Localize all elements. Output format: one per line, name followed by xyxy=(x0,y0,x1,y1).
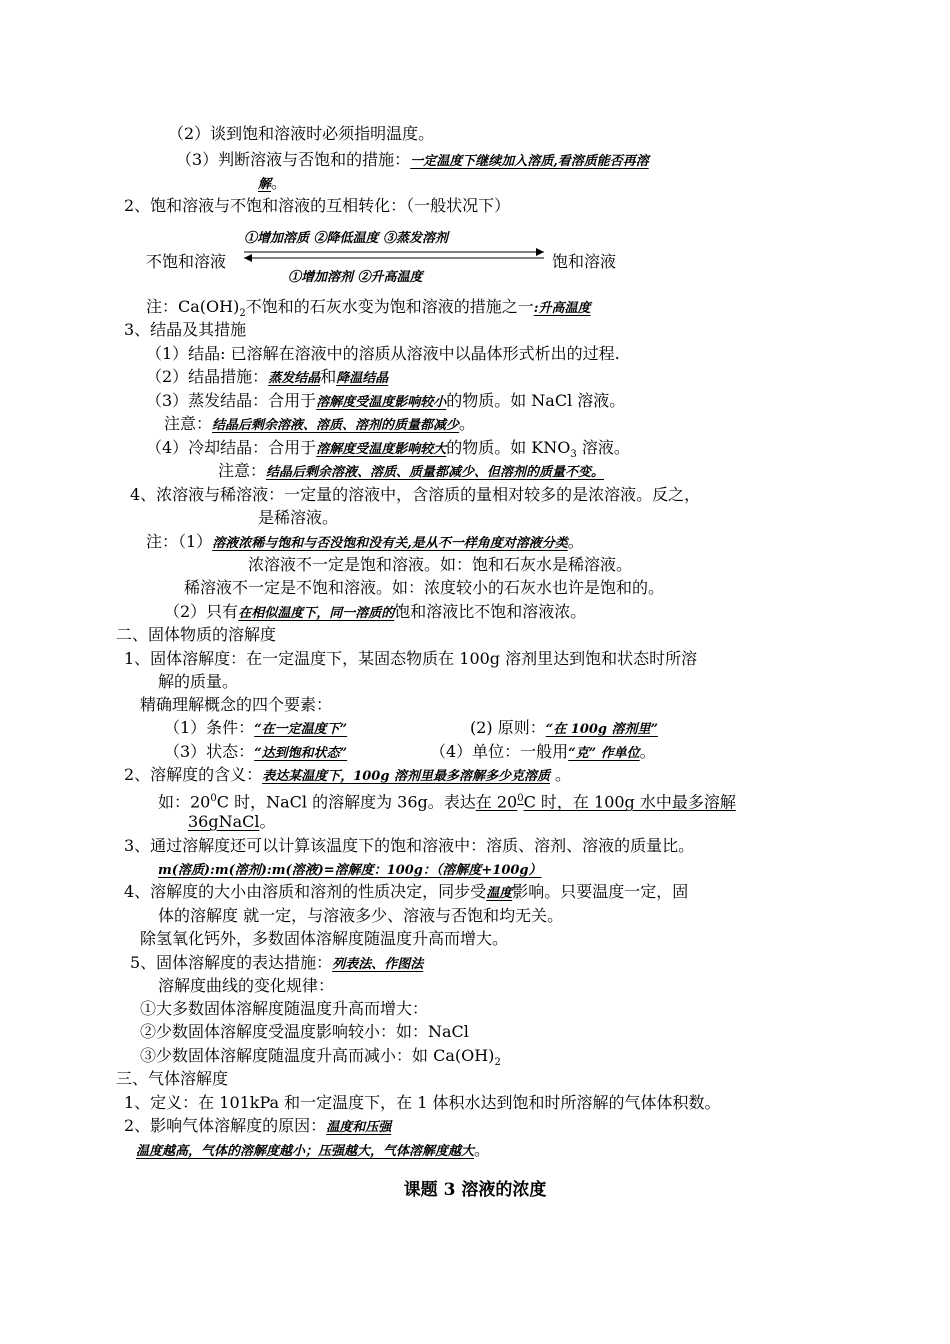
section-2-heading: 二、固体物质的溶解度 xyxy=(116,625,277,644)
line-21: 精确理解概念的四个要素： xyxy=(140,695,333,714)
line-3: 2、饱和溶液与不饱和溶液的互相转化：（一般状况下） xyxy=(124,196,511,215)
line-25: 如：$20^0C$ 时，NaCl 的溶解度为 36g。表达在 $20^0C$ 时，在 100g 水中最多溶解 xyxy=(158,792,736,812)
line-16: 稀溶液不一定是不饱和溶液。如：浓度较小的石灰水也许是饱和的。 xyxy=(184,578,665,597)
line-13: 是稀溶液。 xyxy=(258,508,339,527)
line-22: （1）条件：“在一定温度下” xyxy=(164,718,348,737)
conversion-right-label: 饱和溶液 xyxy=(552,252,617,271)
line-35: ②少数固体溶解度受温度影响较小：如：NaCl xyxy=(140,1022,469,1041)
line-6: （1）结晶: 已溶解在溶液中的溶质从溶液中以晶体形式析出的过程. xyxy=(146,344,620,363)
answer-underline: 一定温度下继续加入溶质,看溶质能否再溶 xyxy=(410,154,649,169)
line-30: 体的溶解度 就一定，与溶液多少、溶液与否饱和均无关。 xyxy=(158,906,564,925)
line-27: 3、通过溶解度还可以计算该温度下的饱和溶液中：溶质、溶剂、溶液的质量比。 xyxy=(124,836,695,855)
line-33: 溶解度曲线的变化规律： xyxy=(158,976,335,995)
line-10: （4）冷却结晶：合用于溶解度受温度影响较大的物质。如 $KNO_3$ 溶液。 xyxy=(146,438,630,461)
line-39: 2、影响气体溶解度的原因：温度和压强 xyxy=(124,1116,392,1135)
conversion-left-label: 不饱和溶液 xyxy=(146,252,227,271)
line-12: 4、浓溶液与稀溶液：一定量的溶液中，含溶质的量相对较多的是浓溶液。反之， xyxy=(130,485,701,504)
line-20: 解的质量。 xyxy=(158,672,239,691)
line-23: （3）状态：“达到饱和状态” xyxy=(164,742,348,761)
line-8: （3）蒸发结晶：合用于溶解度受温度影响较小的物质。如 NaCl 溶液。 xyxy=(146,391,626,410)
line-26: 36gNaCl。 xyxy=(188,812,276,831)
line-24: 2、溶解度的含义：表达某温度下，100g 溶剂里最多溶解多少克溶质 。 xyxy=(124,765,572,784)
line-31: 除氢氧化钙外，多数固体溶解度随温度升高而增大。 xyxy=(140,929,509,948)
section-3-heading: 三、气体溶解度 xyxy=(116,1069,229,1088)
line-2: （3）判断溶液与否饱和的措施：一定温度下继续加入溶质,看溶质能否再溶 xyxy=(176,150,649,169)
lesson-heading: 课题 3 溶液的浓度 xyxy=(403,1180,547,1200)
line-2-cont: 解。 xyxy=(258,173,288,192)
line-7: （2）结晶措施：蒸发结晶和降温结晶 xyxy=(146,367,389,386)
line-11: 注意：结晶后剩余溶液、溶质、质量都减少、但溶剂的质量不变。 xyxy=(218,461,605,480)
line-28: m(溶质):m(溶剂):m(溶液)=溶解度：100g：（溶解度+100g） xyxy=(158,863,542,878)
line-17: （2）只有在相似温度下，同一溶质的饱和溶液比不饱和溶液浓。 xyxy=(164,602,587,621)
line-14: 注：（1）溶液浓稀与饱和与否没饱和没有关,是从不一样角度对溶液分类。 xyxy=(146,532,584,551)
line-38: 1、定义：在 101kPa 和一定温度下，在 1 体积水达到饱和时所溶解的气体体积数。 xyxy=(124,1093,721,1112)
line-1: （2）谈到饱和溶液时必须指明温度。 xyxy=(168,124,435,143)
conversion-bottom-label: ①增加溶剂 ②升高温度 xyxy=(288,270,423,285)
line-29: 4、溶解度的大小由溶质和溶剂的性质决定，同步受温度影响。只要温度一定，固 xyxy=(124,882,689,901)
line-22-right: (2) 原则：“在 100g 溶剂里” xyxy=(470,718,658,737)
line-32: 5、固体溶解度的表达措施：列表法、作图法 xyxy=(130,953,424,972)
line-9: 注意：结晶后剩余溶液、溶质、溶剂的质量都减少。 xyxy=(164,414,476,433)
line-5: 3、结晶及其措施 xyxy=(124,320,247,339)
conversion-top-label: ①增加溶质 ②降低温度 ③蒸发溶剂 xyxy=(244,231,449,246)
line-4: 注：$Ca(OH)_2$不饱和的石灰水变为饱和溶液的措施之一:升高温度 xyxy=(146,297,591,320)
line-15: 浓溶液不一定是饱和溶液。如：饱和石灰水是稀溶液。 xyxy=(248,555,633,574)
line-19: 1、固体溶解度：在一定温度下，某固态物质在 100g 溶剂里达到饱和状态时所溶 xyxy=(124,649,698,668)
line-23-right: （4）单位：一般用“克” 作单位。 xyxy=(430,742,656,761)
line-36: ③少数固体溶解度随温度升高而减小：如 $Ca(OH)_2$ xyxy=(140,1046,501,1069)
line-34: ①大多数固体溶解度随温度升高而增大： xyxy=(140,999,429,1018)
line-40: 温度越高，气体的溶解度越小；压强越大，气体溶解度越大。 xyxy=(136,1140,491,1159)
double-arrow-icon xyxy=(238,246,550,264)
